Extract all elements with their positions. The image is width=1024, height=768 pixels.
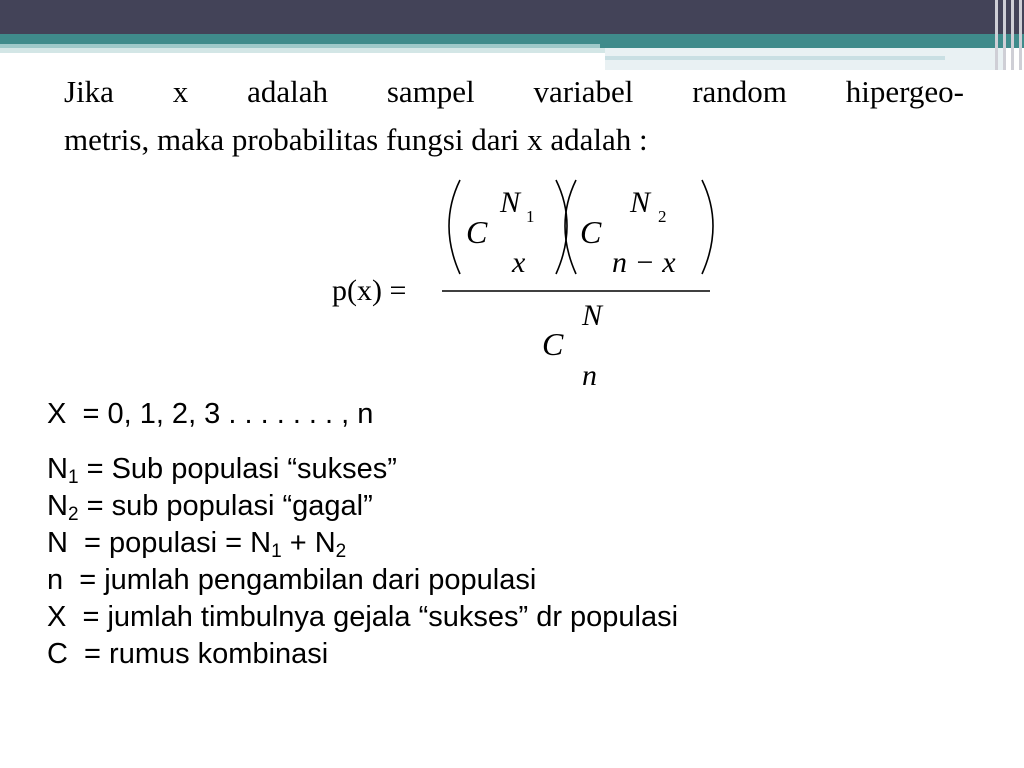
hypergeometric-formula (320, 170, 740, 400)
formula-n-denominator: n (582, 359, 597, 392)
formula-C-denominator: C (542, 326, 564, 362)
intro-word: sampel (386, 74, 475, 109)
def-n2-text: = sub populasi “gagal” (78, 490, 373, 522)
intro-word: hipergeo- (845, 74, 964, 109)
header-dark-band (0, 0, 1024, 34)
formula-C2: C (580, 214, 602, 250)
def-N-sub2: 2 (335, 541, 347, 562)
formula-x: x (512, 246, 526, 279)
header-right-strip (1019, 0, 1022, 70)
intro-line-2: metris, maka probabilitas fungsi dari x adalah : (64, 122, 648, 157)
formula-n-minus-x: n − x (612, 246, 676, 279)
def-x-range: X = 0, 1, 2, 3 . . . . . . . , n (47, 398, 374, 430)
def-n2-symbol: N (47, 490, 68, 522)
def-N-total (47, 525, 1007, 562)
def-N-middle: + N (281, 527, 336, 559)
formula-svg (320, 170, 740, 400)
def-N-sub1: 1 (271, 541, 282, 562)
formula-C1: C (466, 214, 488, 250)
def-n1-sub: 1 (67, 467, 79, 488)
formula-N2: N (630, 186, 651, 219)
formula-N-denominator: N (582, 299, 603, 332)
def-N-prefix: N = populasi = N (47, 527, 272, 559)
def-C-combo: C = rumus kombinasi (47, 638, 329, 670)
intro-word: adalah (247, 74, 329, 109)
header-right-strip (1003, 0, 1006, 70)
formula-N2-sub: 2 (658, 207, 667, 226)
intro-word: random (692, 74, 787, 109)
formula-N1-sub: 1 (526, 207, 535, 226)
definitions-list (47, 396, 1007, 673)
header-right-strip (995, 0, 998, 70)
def-n1 (47, 451, 1007, 488)
def-n2 (47, 488, 1007, 525)
left-paren (449, 180, 460, 274)
header-right-strip (1011, 0, 1014, 70)
intro-word: Jika (64, 74, 114, 109)
def-n1-text: = Sub populasi “sukses” (78, 453, 397, 485)
def-n2-sub: 2 (67, 504, 79, 525)
formula-lhs: p(x) = (332, 274, 407, 307)
header-light-band-right-inner (605, 56, 945, 60)
def-n1-symbol: N (47, 453, 68, 485)
right-paren (702, 180, 713, 274)
intro-word: x (172, 74, 189, 109)
def-n-small: n = jumlah pengambilan dari populasi (47, 564, 537, 596)
intro-line-1 (64, 68, 964, 116)
def-X-count: X = jumlah timbulnya gejala “sukses” dr populasi (47, 601, 679, 633)
header-light-band (0, 48, 610, 53)
formula-N1: N (500, 186, 521, 219)
intro-word: variabel (533, 74, 634, 109)
intro-paragraph (64, 68, 964, 164)
